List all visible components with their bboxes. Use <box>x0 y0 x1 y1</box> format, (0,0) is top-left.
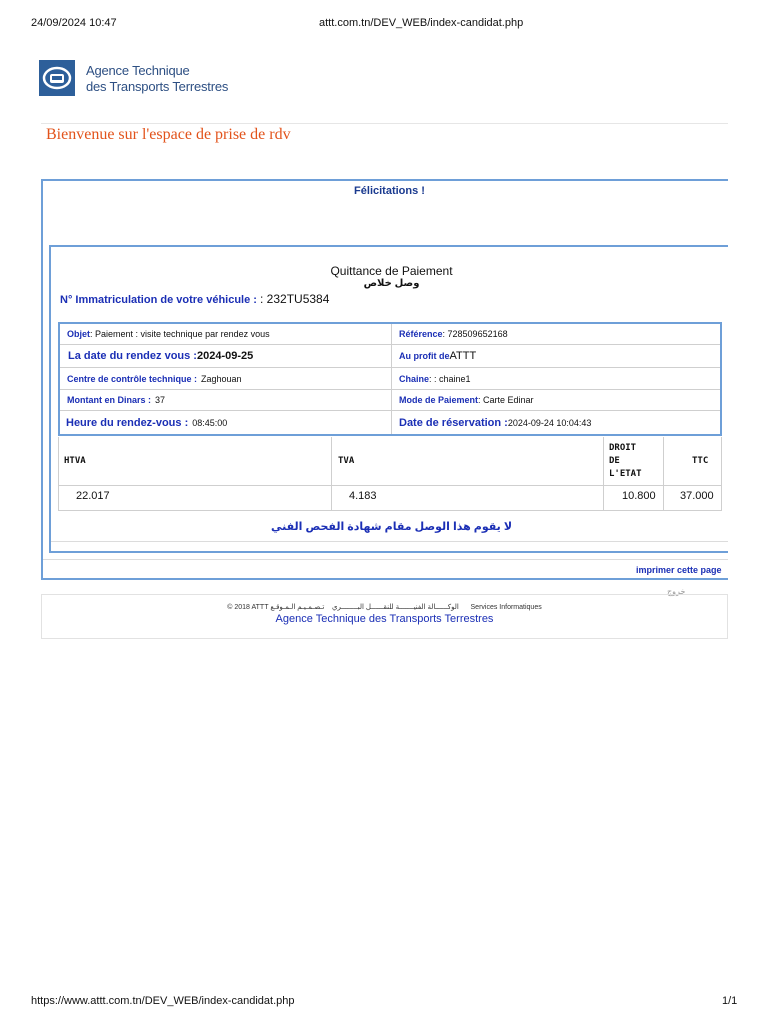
mode-paiement-value: : Carte Edinar <box>478 395 534 405</box>
footer-design-ar: تـصـمـيـم الـمـوقـع <box>270 604 325 611</box>
header-droit-line-3: L'ETAT <box>609 469 642 479</box>
chaine-label: Chaine <box>399 373 430 384</box>
logout-link[interactable]: خروج <box>667 587 686 596</box>
date-rdv-label: La date du rendez vous : <box>68 350 197 362</box>
immatriculation-value: : 232TU5384 <box>260 292 330 306</box>
totals-right-border <box>721 437 722 511</box>
info-row-heure <box>60 411 720 434</box>
attt-logo-icon[interactable] <box>39 60 75 96</box>
totals-col-divider-1 <box>331 437 332 511</box>
felicitations-text: Félicitations ! <box>354 185 425 197</box>
immatriculation-line <box>60 292 329 306</box>
immatriculation-label: N° Immatriculation de votre véhicule : <box>60 294 261 306</box>
totals-left-border <box>58 437 59 511</box>
receipt-title-arabic: وصل خلاص <box>363 278 420 289</box>
montant-label: Montant en Dinars : <box>67 395 152 405</box>
info-row-objet <box>60 324 720 345</box>
chaine-value: : : chaine1 <box>429 373 471 384</box>
centre-value: Zaghouan <box>201 373 242 384</box>
top-divider <box>41 123 728 124</box>
receipt-title: Quittance de Paiement <box>330 264 453 278</box>
info-row-centre <box>60 368 720 390</box>
totals-col-divider-3 <box>663 437 664 511</box>
print-datetime: 24/09/2024 10:47 <box>31 17 117 29</box>
value-htva: 22.017 <box>76 490 110 502</box>
info-row-montant <box>60 390 720 411</box>
value-droit-etat: 10.800 <box>622 490 656 502</box>
print-url-title: attt.com.tn/DEV_WEB/index-candidat.php <box>319 17 524 29</box>
heure-label: Heure du rendez-vous : <box>66 416 189 429</box>
totals-bottom-divider <box>58 510 722 511</box>
montant-value: 37 <box>155 395 166 405</box>
print-footer-url: https://www.attt.com.tn/DEV_WEB/index-candidat.php <box>31 995 295 1007</box>
totals-header-divider <box>58 485 722 486</box>
header-tva: TVA <box>338 456 355 466</box>
print-page-link[interactable]: imprimer cette page <box>636 565 722 575</box>
objet-value: : Paiement : visite technique par rendez vous <box>90 329 270 339</box>
footer-copyright: © 2018 ATTT <box>227 604 269 611</box>
arabic-disclaimer: لا يقوم هذا الوصل مقام شهادة الفحص الفني <box>270 521 513 533</box>
print-divider <box>43 559 728 560</box>
logo-line-2: des Transports Terrestres <box>86 79 229 94</box>
profit-label: Au profit de <box>399 351 450 361</box>
logo-line-1: Agence Technique <box>86 63 190 78</box>
header-htva: HTVA <box>64 456 86 466</box>
profit-value: ATTT <box>449 350 477 362</box>
footer-credits <box>41 603 728 611</box>
reservation-label: Date de réservation : <box>399 416 508 429</box>
header-ttc: TTC <box>692 456 709 466</box>
payment-info-table <box>58 322 722 436</box>
header-droit-etat <box>609 442 642 481</box>
mode-paiement-label: Mode de Paiement <box>399 395 479 405</box>
heure-value: 08:45:00 <box>192 417 228 428</box>
reservation-value: 2024-09-24 10:04:43 <box>507 417 592 428</box>
welcome-title: Bienvenue sur l'espace de prise de rdv <box>46 126 291 143</box>
objet-label: Objet <box>67 329 91 339</box>
logo-text[interactable] <box>86 63 228 95</box>
reference-value: : 728509652168 <box>442 329 508 339</box>
print-footer-page: 1/1 <box>722 995 738 1007</box>
note-divider <box>51 541 728 542</box>
centre-label: Centre de contrôle technique : <box>67 373 198 384</box>
totals-table <box>58 437 722 511</box>
reference-label: Référence <box>399 329 443 339</box>
info-row-date <box>60 345 720 368</box>
footer-services: Services Informatiques <box>470 604 542 611</box>
totals-col-divider-2 <box>603 437 604 511</box>
header-droit-line-1: DROIT <box>609 443 637 453</box>
value-ttc: 37.000 <box>680 490 714 502</box>
value-tva: 4.183 <box>349 490 377 502</box>
footer-agency-ar: الوكــــــالة الفنيـــــــة للنقــــــل البــــــــري <box>332 604 459 611</box>
date-rdv-value: 2024-09-25 <box>196 350 254 362</box>
footer-agency-link[interactable]: Agence Technique des Transports Terrestres <box>275 613 494 625</box>
header-droit-line-2: DE <box>609 456 620 466</box>
